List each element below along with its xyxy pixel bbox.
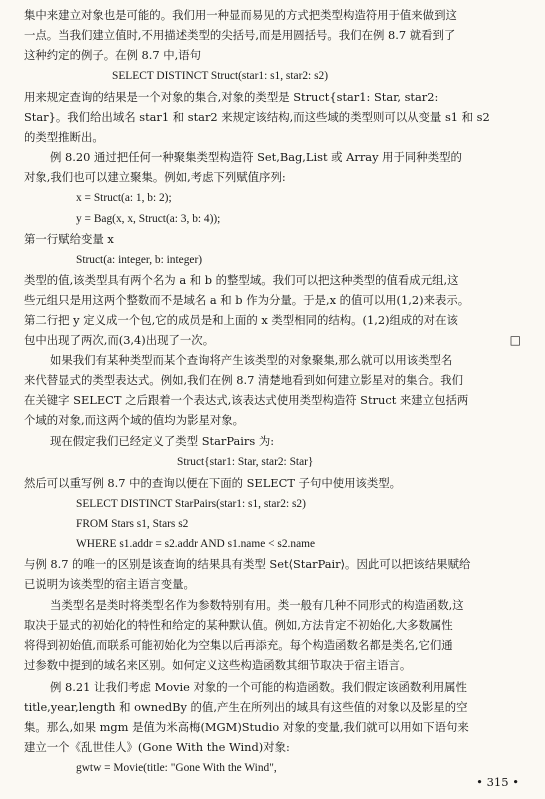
body-line: 过参数中提到的域名来区别。如何定义这些构造函数其细节取决于宿主语言。 [24,658,412,672]
body-line: 这种约定的例子。在例 8.7 中,语句 [24,48,202,62]
body-line: 包中出现了两次,而(3,4)出现了一次。 [24,333,215,347]
code-line: SELECT DISTINCT Struct(star1: s1, star2: s2) [112,70,328,82]
code-line: Struct(a: integer, b: integer) [76,254,203,266]
body-line: 建立一个《乱世佳人》(Gone With the Wind)对象: [24,740,290,754]
body-line: 集。那么,如果 mgm 是值为米高梅(MGM)Studio 对象的变量,我们就可以用如下语句来 [24,720,469,734]
example-heading-line: 例 8.20 通过把任何一种聚集类型构造符 Set,Bag,List 或 Array 用于同种类型的 [50,150,462,164]
body-line: 第二行把 y 定义成一个包,它的成员是和上面的 x 类型相同的结构。(1,2)组成的对在该 [24,313,458,327]
body-line: 用来规定查询的结果是一个对象的集合,对象的类型是 Struct{star1: Star, star2: [24,90,439,104]
body-line: 的类型推断出。 [24,130,104,144]
body-line: 然后可以重写例 8.7 中的查询以便在下面的 SELECT 子句中使用该类型。 [24,476,402,490]
code-line: gwtw = Movie(title: "Gone With the Wind", [76,762,277,774]
body-line: 一点。当我们建立值时,不用描述类型的尖括号,而是用圆括号。我们在例 8.7 就看到了 [24,28,456,42]
body-line: 来代替显式的类型表达式。例如,我们在例 8.7 清楚地看到如何建立影星对的集合。我们 [24,373,464,387]
body-line: 在关键字 SELECT 之后跟着一个表达式,该表达式使用类型构造符 Struct 来建立包括两 [24,393,469,407]
body-line: 将得到初始值,而联系可能初始化为空集以后再添充。每个构造函数名都是类名,它们通 [24,638,453,652]
body-line: 第一行赋给变量 x [24,232,114,246]
code-line: x = Struct(a: 1, b: 2); [76,192,172,204]
body-line: 些元组只是用这两个整数而不是域名 a 和 b 作为分量。于是,x 的值可以用(1,2)来表示。 [24,293,470,307]
code-line: Struct{star1: Star, star2: Star} [177,456,314,468]
example-heading-line: 例 8.21 让我们考虑 Movie 对象的一个可能的构造函数。我们假定该函数利用属性 [50,680,467,694]
body-line: 如果我们有某种类型而某个查询将产生该类型的对象聚集,那么就可以用该类型名 [50,353,453,367]
body-line: 现在假定我们已经定义了类型 StarPairs 为: [50,434,275,448]
body-line: 当类型名是类时将类型名作为参数特别有用。类一般有几种不同形式的构造函数,这 [50,598,464,612]
end-of-example-mark: □ [509,333,521,347]
body-line: Star}。我们给出域名 star1 和 star2 来规定该结构,而这些域的类型则可以从变量 s1 和 s2 [24,110,490,124]
body-line: 对象,我们也可以建立聚集。例如,考虑下列赋值序列: [24,170,286,184]
body-line: 类型的值,该类型具有两个名为 a 和 b 的整型域。我们可以把这种类型的值看成元组,这 [24,273,459,287]
code-line: SELECT DISTINCT StarPairs(star1: s1, star2: s2) [76,498,306,510]
body-line: 已说明为该类型的宿主语言变量。 [24,577,195,591]
code-line: WHERE s1.addr = s2.addr AND s1.name < s2.name [76,538,316,550]
body-line: 个域的对象,而这两个域的值均为影星对象。 [24,413,245,427]
code-line: FROM Stars s1, Stars s2 [76,518,189,530]
page-number: • 315 • [476,775,519,789]
code-line: y = Bag(x, x, Struct(a: 3, b: 4)); [76,213,221,225]
body-line: 与例 8.7 的唯一的区别是该查询的结果具有类型 Set⟨StarPair⟩。因此可以把该结果赋给 [24,557,471,571]
body-line: 集中来建立对象也是可能的。我们用一种显而易见的方式把类型构造符用于值来做到这 [24,8,457,22]
body-line: 取决于显式的初始化的特性和给定的某种默认值。例如,方法肯定不初始化,大多数属性 [24,618,453,632]
body-line: title,year,length 和 ownedBy 的值,产生在所列出的域具有这些值的对象以及影星的空 [24,700,468,714]
